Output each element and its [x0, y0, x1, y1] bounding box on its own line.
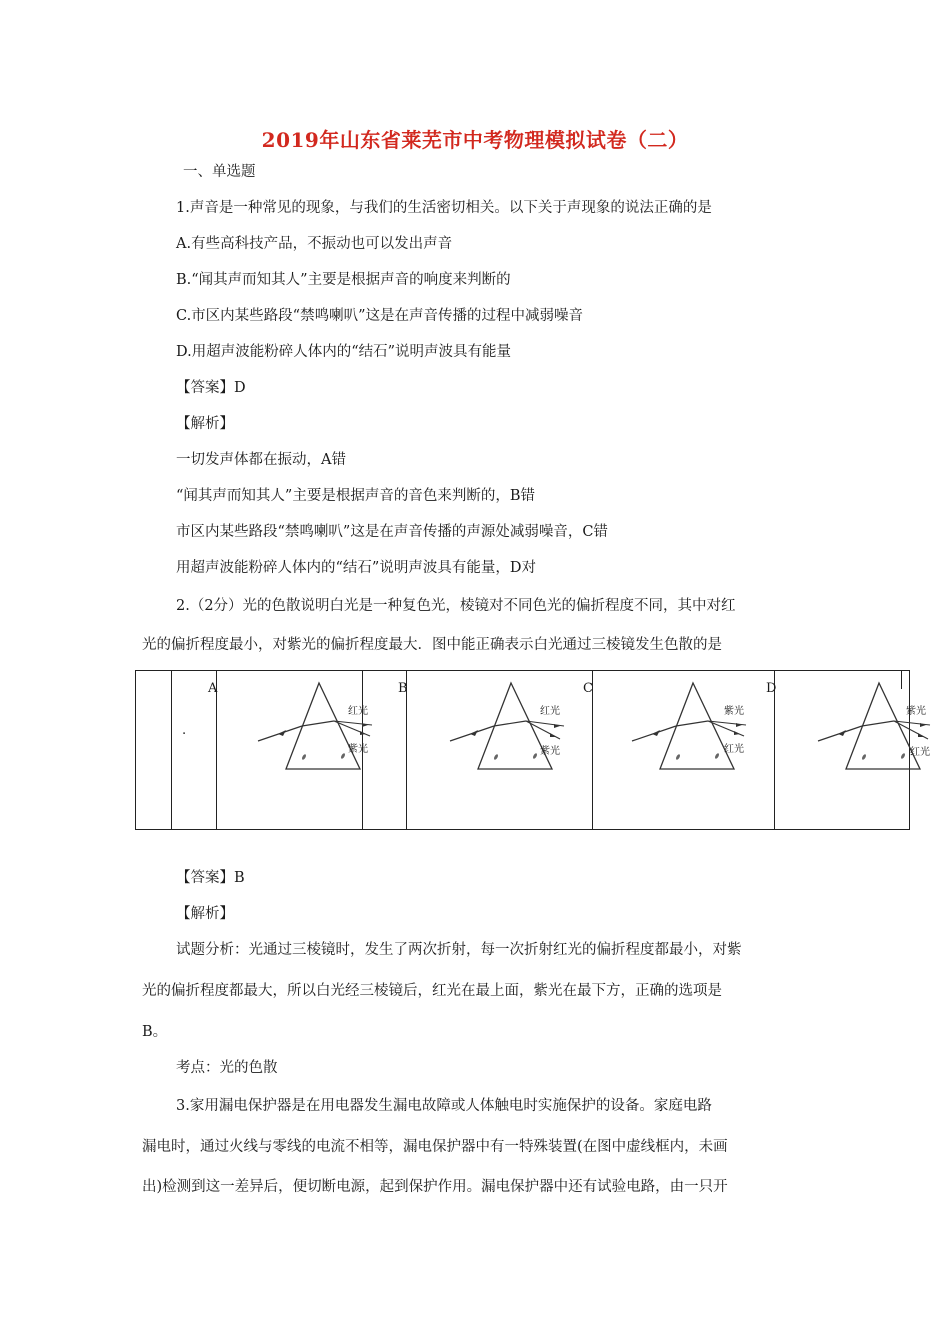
- page-title: 2019年山东省莱芜市中考物理模拟试卷（二）: [261, 128, 689, 152]
- prism-diagram-a: [256, 677, 381, 777]
- label-bottom: 红光: [724, 744, 744, 755]
- q2-stem-line2: 光的偏折程度最小，对紫光的偏折程度最大．图中能正确表示白光通过三棱镜发生色散的是: [142, 637, 722, 653]
- q2-stem-line1: 2.（2分）光的色散说明白光是一种复色光，棱镜对不同色光的偏折程度不同，其中对红: [176, 598, 736, 614]
- q1-analysis-line: 市区内某些路段“禁鸣喇叭”这是在声音传播的声源处减弱噪音，C错: [176, 524, 608, 540]
- choice-c-label: C: [583, 681, 593, 696]
- q1-option-d: D.用超声波能粉碎人体内的“结石”说明声波具有能量: [176, 344, 512, 360]
- q1-answer: 【答案】D: [176, 380, 246, 396]
- prism-diagram-c: [630, 677, 755, 777]
- table-dot: .: [182, 723, 187, 738]
- q1-analysis-line: 用超声波能粉碎人体内的“结石”说明声波具有能量，D对: [176, 560, 536, 576]
- prism-diagram-b: [448, 677, 573, 777]
- q1-stem: 1.声音是一种常见的现象，与我们的生活密切相关。以下关于声现象的说法正确的是: [176, 200, 712, 216]
- q3-line1: 3.家用漏电保护器是在用电器发生漏电故障或人体触电时实施保护的设备。家庭电路: [176, 1098, 712, 1114]
- q2-answer: 【答案】B: [176, 870, 245, 886]
- label-bottom: 红光: [910, 747, 930, 758]
- table-divider: [171, 671, 172, 829]
- choice-d-label: D: [766, 681, 777, 696]
- q1-option-b: B.“闻其声而知其人”主要是根据声音的响度来判断的: [176, 272, 511, 288]
- choice-a-label: A: [208, 681, 218, 696]
- q2-kaodian: 考点：光的色散: [176, 1060, 278, 1076]
- label-top: 紫光: [724, 706, 744, 717]
- q1-analysis-line: “闻其声而知其人”主要是根据声音的音色来判断的，B错: [176, 488, 535, 504]
- q2-analysis-line2: 光的偏折程度都最大，所以白光经三棱镜后，红光在最上面，紫光在最下方，正确的选项是: [142, 983, 722, 999]
- q1-analysis-line: 一切发声体都在振动，A错: [176, 452, 346, 468]
- prism-shape: [846, 683, 920, 769]
- section-heading: 一、单选题: [183, 164, 256, 180]
- q3-line2: 漏电时，通过火线与零线的电流不相等，漏电保护器中有一特殊装置(在图中虚线框内，未画: [142, 1139, 728, 1155]
- q2-analysis-line3: B。: [142, 1024, 168, 1040]
- label-top: 红光: [348, 706, 368, 717]
- q1-analysis-label: 【解析】: [176, 416, 234, 432]
- prism-shape: [286, 683, 360, 769]
- q2-analysis-line1: 试题分析：光通过三棱镜时，发生了两次折射，每一次折射红光的偏折程度都最小，对紫: [176, 942, 742, 958]
- label-bottom: 紫光: [540, 746, 560, 757]
- q1-option-a: A.有些高科技产品，不振动也可以发出声音: [176, 236, 453, 252]
- prism-shape: [660, 683, 734, 769]
- label-top: 紫光: [906, 706, 926, 717]
- choice-b-label: B: [398, 681, 408, 696]
- prism-diagram-d: [816, 677, 936, 777]
- q2-analysis-label: 【解析】: [176, 906, 234, 922]
- label-top: 红光: [540, 706, 560, 717]
- q1-option-c: C.市区内某些路段“禁鸣喇叭”这是在声音传播的过程中减弱噪音: [176, 308, 584, 324]
- q2-choice-table: [135, 670, 930, 830]
- q3-line3: 出)检测到这一差异后，便切断电源，起到保护作用。漏电保护器中还有试验电路，由一只开: [142, 1179, 728, 1195]
- label-bottom: 紫光: [348, 744, 368, 755]
